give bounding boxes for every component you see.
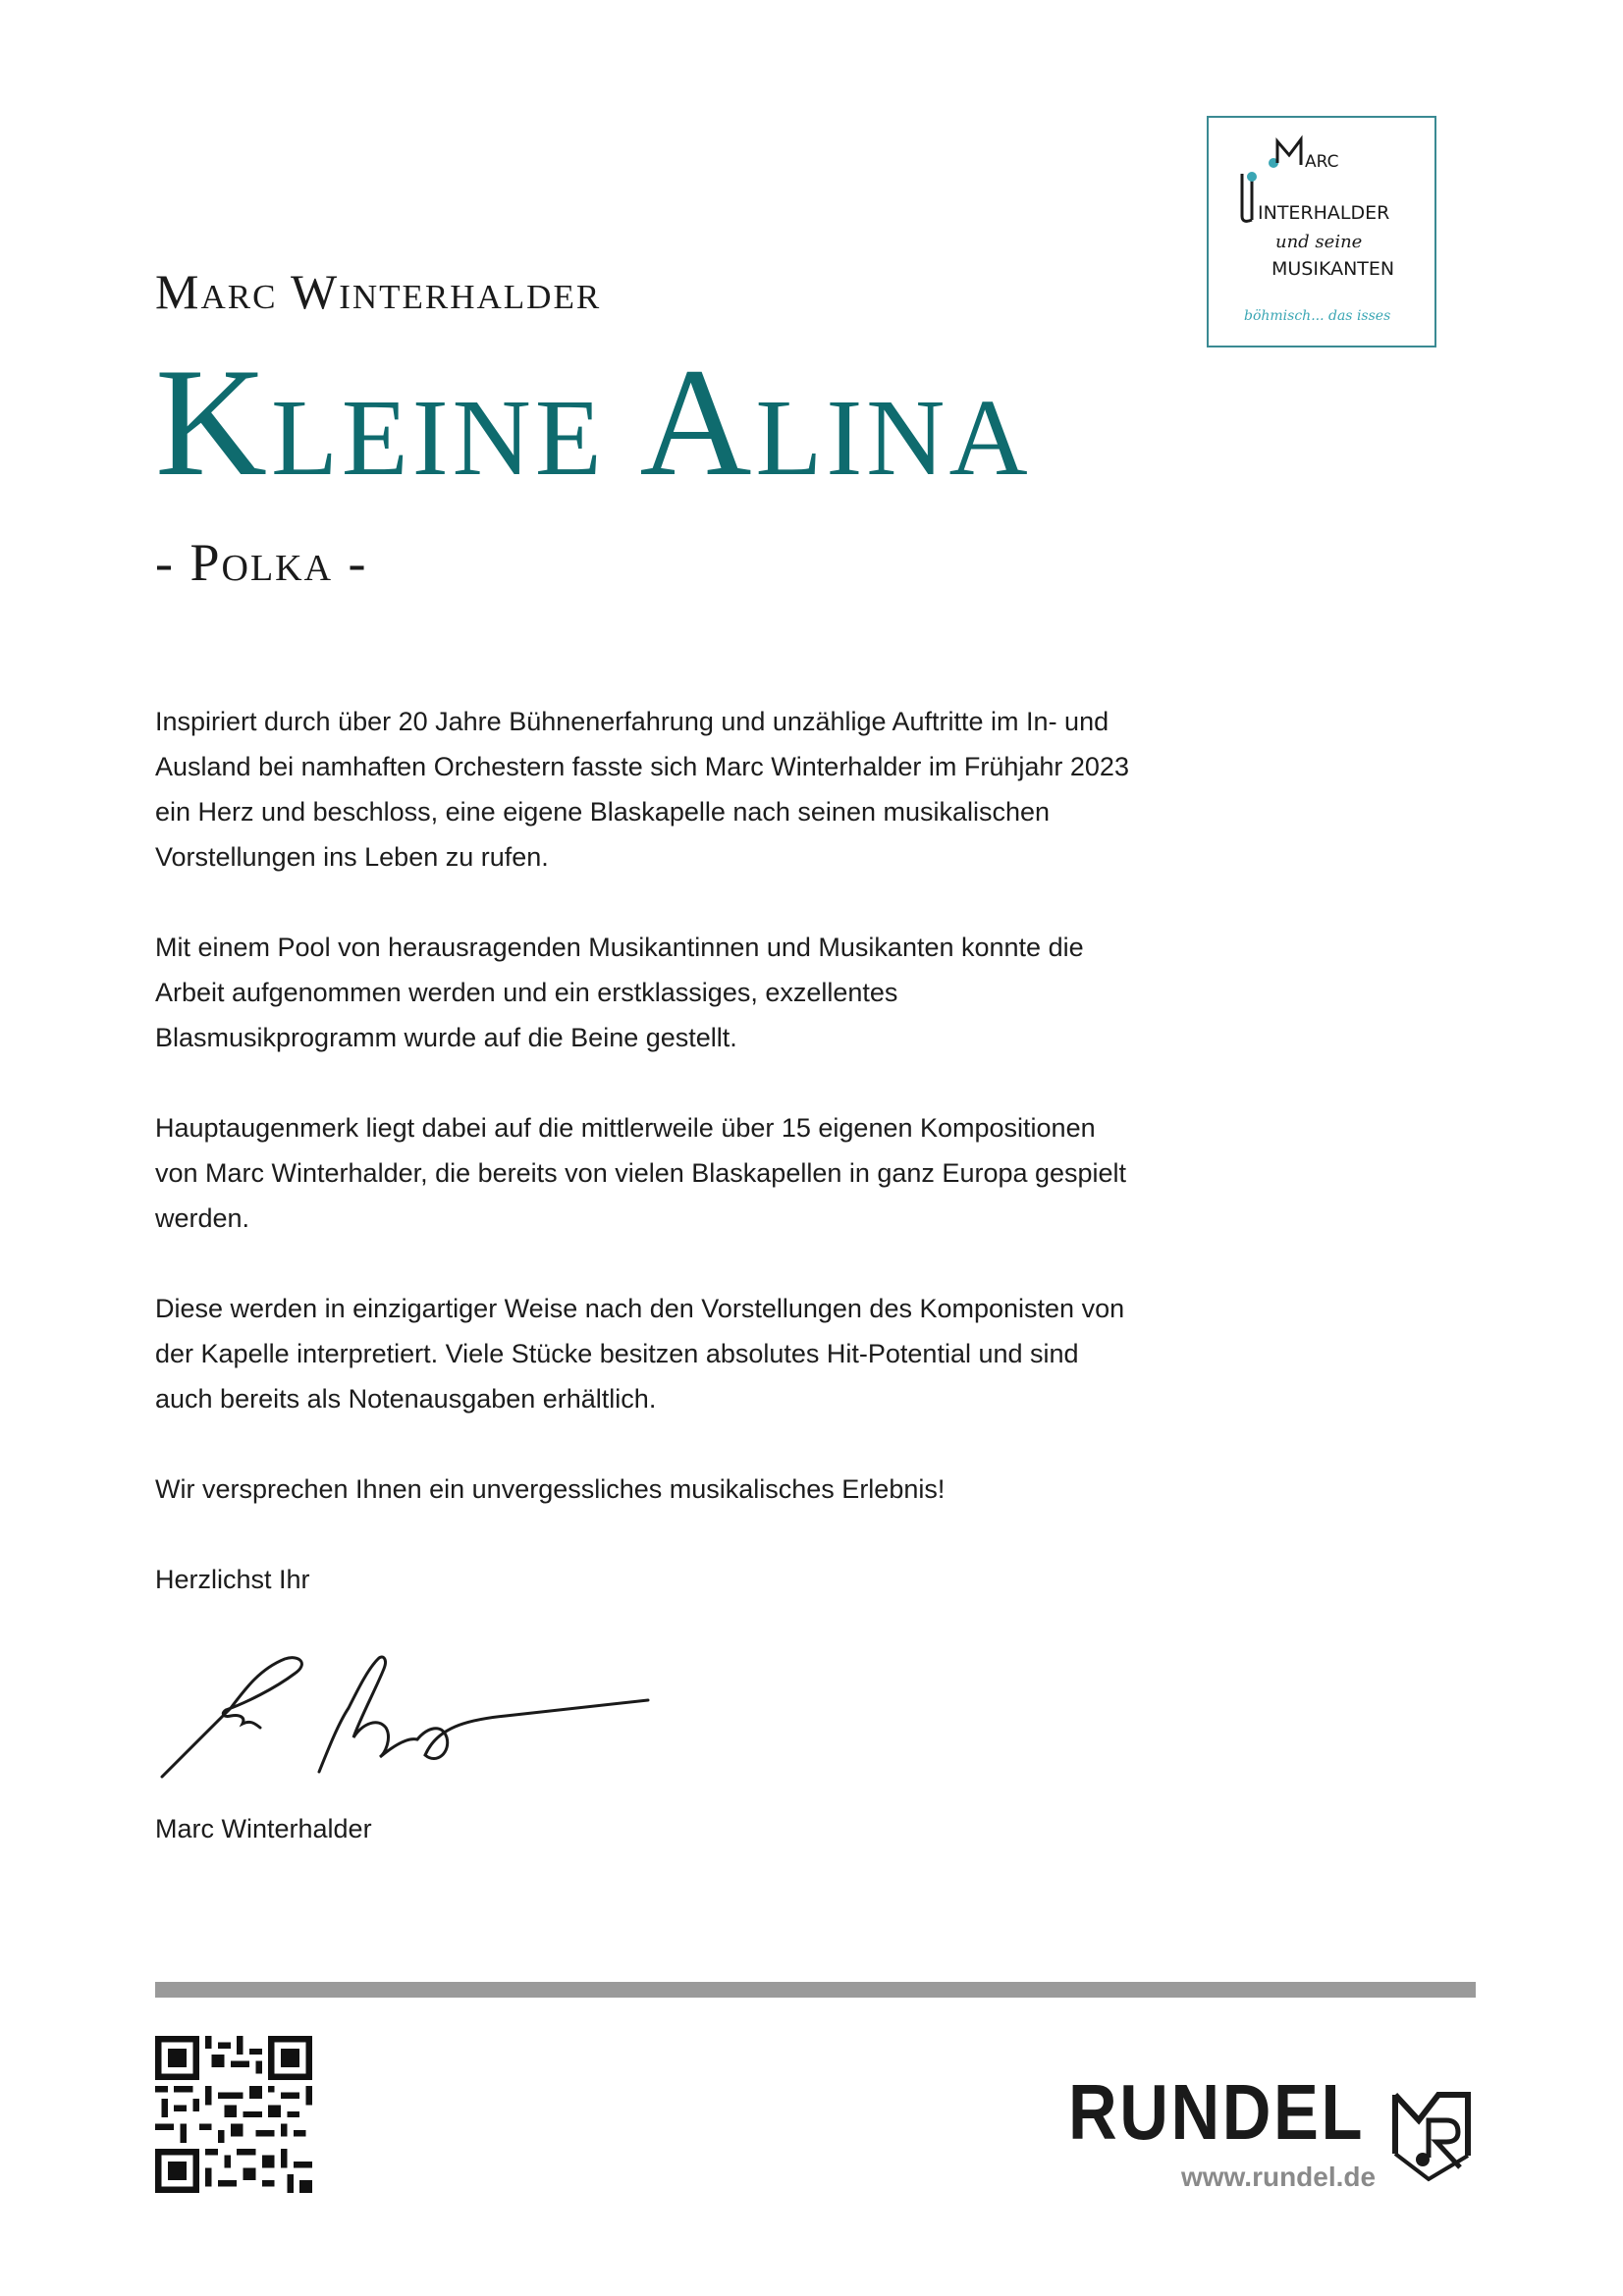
piece-genre: - Polka - [155, 533, 368, 592]
signature-name: Marc Winterhalder [155, 1814, 372, 1843]
paragraph: Mit einem Pool von herausragenden Musikantinnen und Musikanten konnte die Arbeit aufgenommen werden und ein erstklassiges, exzellentes Blasmusikprogramm wurde auf die Beine gestellt. [155, 933, 1084, 1052]
paragraph: Wir versprechen Ihnen ein unvergessliches musikalisches Erlebnis! [155, 1474, 946, 1504]
piece-title: Kleine Alina [155, 337, 1032, 508]
band-logo-graphic [1209, 118, 1434, 346]
paragraph: Hauptaugenmerk liegt dabei auf die mittlerweile über 15 eigenen Kompositionen von Marc Winterhalder, die bereits von vielen Blaskapellen in ganz Europa gespielt werden. [155, 1113, 1127, 1233]
footer-divider [155, 1982, 1476, 1998]
closing-line: Herzlichst Ihr [155, 1565, 310, 1594]
handwritten-signature [152, 1629, 663, 1801]
paragraph: Diese werden in einzigartiger Weise nach den Vorstellungen des Komponisten von der Kapelle interpretiert. Viele Stücke besitzen absolutes Hit-Potential und sind auch bereits als Notenausgaben erhältlich. [155, 1294, 1125, 1414]
paragraph: Inspiriert durch über 20 Jahre Bühnenerfahrung und unzählige Auftritte im In- und Ausland bei namhaften Orchestern fasste sich Marc Winterhalder im Frühjahr 2023 ein Herz und beschloss, eine eigene Blaskapelle nach seinen musikalischen Vorstellungen ins Leben zu rufen. [155, 707, 1129, 872]
svg-text:INTERHALDER: INTERHALDER [1258, 202, 1390, 224]
svg-text:böhmisch... das isses: böhmisch... das isses [1244, 308, 1391, 324]
svg-text:und seine: und seine [1275, 232, 1363, 252]
publisher-brand [1065, 2068, 1478, 2201]
svg-text:ARC: ARC [1305, 152, 1339, 172]
publisher-logo-icon [1389, 2081, 1478, 2189]
band-logo [1207, 116, 1436, 347]
composer-name: Marc Winterhalder [155, 264, 602, 319]
qr-code[interactable] [155, 2036, 312, 2198]
publisher-url[interactable]: www.rundel.de [1181, 2162, 1377, 2192]
body-text [155, 699, 1137, 1647]
svg-text:MUSIKANTEN: MUSIKANTEN [1271, 258, 1395, 280]
publisher-name: RUNDEL [1068, 2068, 1366, 2156]
